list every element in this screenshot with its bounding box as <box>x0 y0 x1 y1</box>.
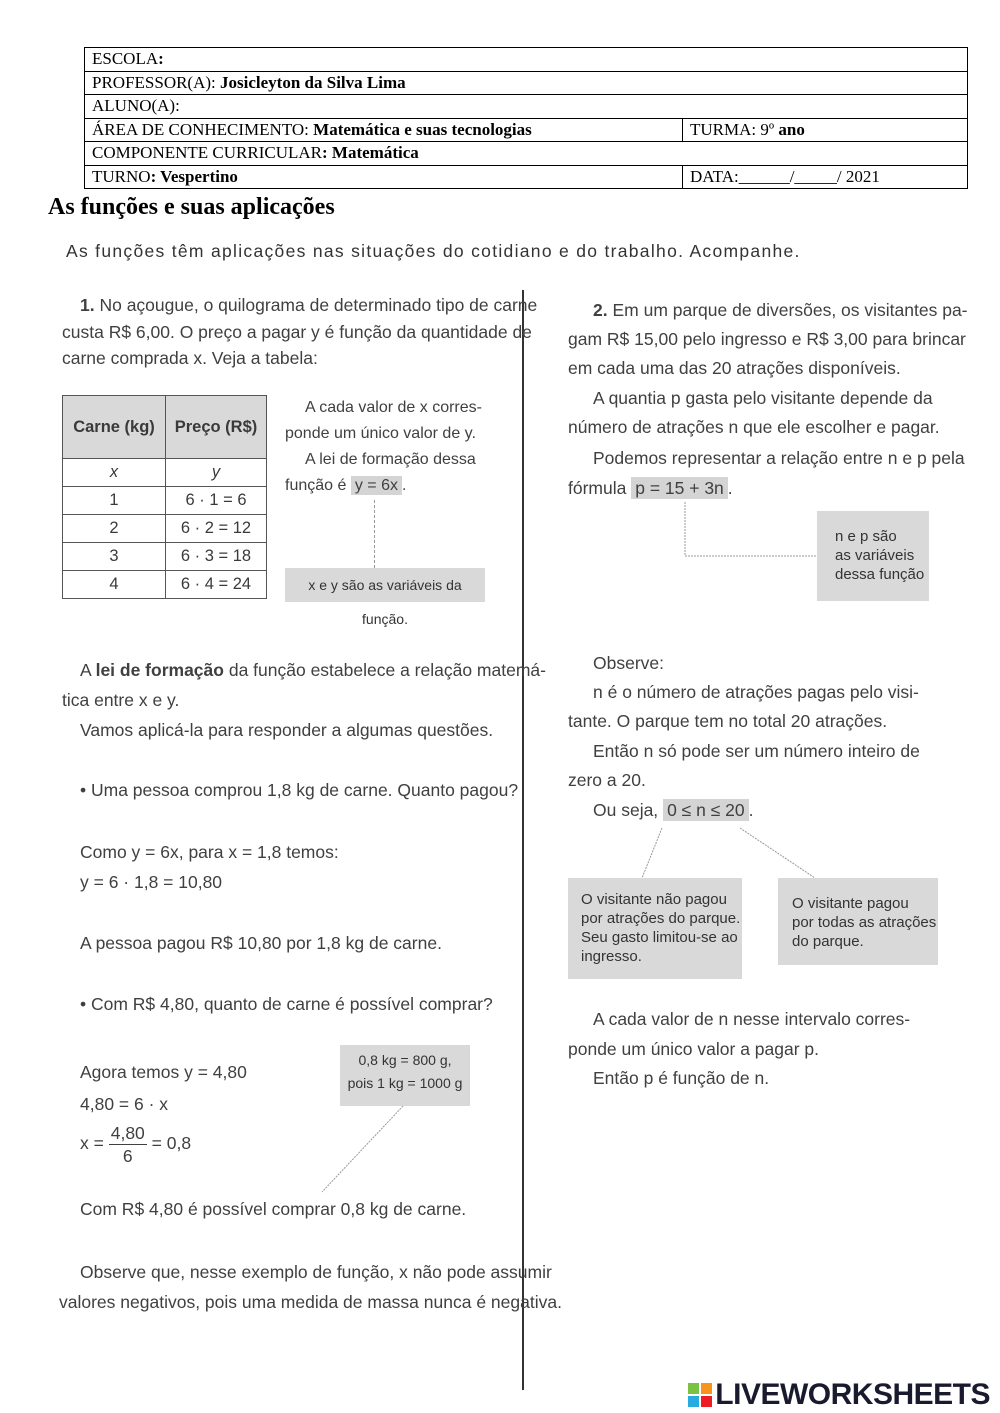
table-cell: 6 · 3 = 18 <box>166 543 267 571</box>
page-title: As funções e suas aplicações <box>48 194 335 220</box>
problem2-number: 2. <box>593 300 608 320</box>
table-cell: 2 <box>63 515 166 543</box>
question2-answer: Com R$ 4,80 é possível comprar 0,8 kg de carne. <box>80 1199 467 1219</box>
problem2-line1-text: Em um parque de diversões, os visitantes pa- <box>607 300 968 320</box>
observe-title: Observe: <box>593 653 664 673</box>
observe-line2: valores negativos, pois uma medida de massa nunca é negativa. <box>59 1292 562 1312</box>
box-left-line4: ingresso. <box>581 948 642 965</box>
side-line2: ponde um único valor de y. <box>285 425 476 442</box>
problem2-dot: . <box>727 478 733 498</box>
observe-r-line5-text: Ou seja, <box>593 800 659 820</box>
question1-step1: Como y = 6x, para x = 1,8 temos: <box>80 842 339 862</box>
escola-colon: : <box>158 49 164 69</box>
box-kg-line2: pois 1 kg = 1000 g <box>347 1075 463 1091</box>
observe-line1: Observe que, nesse exemplo de função, x não pode assumir <box>80 1262 552 1282</box>
side-line3: A lei de formação dessa <box>305 451 476 468</box>
problem2-line7 <box>568 474 733 503</box>
problem1-number: 1. <box>80 295 95 315</box>
box-kg-conversion <box>340 1045 470 1106</box>
area-label: ÁREA DE CONHECIMENTO: <box>92 119 314 139</box>
box-variaveis-xy: x e y são as variáveis da função. <box>285 568 485 602</box>
box-np-line2: as variáveis <box>835 547 915 564</box>
table-cell: 3 <box>63 543 166 571</box>
table-row <box>63 543 267 571</box>
lei-pre: A <box>80 660 96 680</box>
question2-step1: Agora temos y = 4,80 <box>80 1062 247 1082</box>
liveworksheets-logo[interactable] <box>688 1378 990 1412</box>
table-header-carne: Carne (kg) <box>63 396 166 459</box>
problem1-line2: custa R$ 6,00. O preço a pagar y é função da quantidade de <box>62 322 532 342</box>
lei-line1 <box>80 656 546 685</box>
box-variaveis-np <box>817 511 929 601</box>
row-area <box>85 118 968 142</box>
turma-label: TURMA: 9º <box>690 119 779 139</box>
formula-interval: 0 ≤ n ≤ 20 <box>663 799 749 821</box>
lei-line3: Vamos aplicá-la para responder a algumas questões. <box>80 720 494 740</box>
column-divider <box>522 290 524 1390</box>
lei-line2: tica entre x e y. <box>62 690 180 710</box>
question1-step2: y = 6 · 1,8 = 10,80 <box>80 872 223 892</box>
carne-table <box>62 395 267 599</box>
box-nao-pagou <box>568 878 742 979</box>
box-right-line2: por todas as atrações <box>792 914 937 931</box>
leader-lines-interval <box>620 826 820 882</box>
observe-r-line1: n é o número de atrações pagas pelo visi- <box>593 682 919 702</box>
box-left-line1: O visitante não pagou <box>581 891 727 908</box>
final-line3: Então p é função de n. <box>593 1068 770 1088</box>
table-header-row <box>63 396 267 459</box>
table-cell: 6 · 1 = 6 <box>166 487 267 515</box>
observe-r-line4: zero a 20. <box>568 770 646 790</box>
question2: • Com R$ 4,80, quanto de carne é possível comprar? <box>80 994 493 1014</box>
problem2-line4: A quantia p gasta pelo visitante depende da <box>593 388 933 408</box>
table-header-preco: Preço (R$) <box>166 396 267 459</box>
problem2-line3: em cada uma das 20 atrações disponíveis. <box>568 358 901 378</box>
data-field: DATA:______/_____/ 2021 <box>683 165 968 189</box>
problem2-line6: Podemos representar a relação entre n e p pela <box>593 448 965 468</box>
turma-value: ano <box>778 119 805 139</box>
observe-r-line5 <box>593 796 754 825</box>
box-np-line3: dessa função <box>835 566 925 583</box>
observe-r-line2: tante. O parque tem no total 20 atrações. <box>568 711 888 731</box>
problem2-line2: gam R$ 15,00 pelo ingresso e R$ 3,00 para brincar <box>568 329 966 349</box>
box-left-line2: por atrações do parque. <box>581 910 741 927</box>
componente-label: COMPONENTE CURRICULAR <box>92 143 322 163</box>
side-dot: . <box>401 477 407 494</box>
lei-post: da função estabelece a relação matemá- <box>223 660 546 680</box>
table-row <box>63 515 267 543</box>
box-left-line3: Seu gasto limitou-se ao <box>581 929 738 946</box>
escola-label: ESCOLA <box>92 49 159 69</box>
final-line2: ponde um único valor a pagar p. <box>568 1039 819 1059</box>
problem2-line1 <box>593 296 968 325</box>
row-aluno <box>85 95 968 119</box>
turno-value: : Vespertino <box>150 166 238 186</box>
table-cell: 6 · 4 = 24 <box>166 571 267 599</box>
header-table <box>84 47 968 189</box>
question1: • Uma pessoa comprou 1,8 kg de carne. Quanto pagou? <box>80 780 519 800</box>
problem1-line1-text: No açougue, o quilograma de determinado tipo de carne <box>94 295 538 315</box>
observe-r-line3: Então n só pode ser um número inteiro de <box>593 741 920 761</box>
observe-r-dot: . <box>748 800 754 820</box>
problem1-line3: carne comprada x. Veja a tabela: <box>62 348 318 368</box>
row-escola <box>85 48 968 72</box>
question2-fraction-line <box>80 1122 191 1167</box>
fraction-denominator: 6 <box>122 1146 133 1166</box>
formula-p-15-3n: p = 15 + 3n <box>631 477 728 499</box>
leader-line-np <box>680 500 820 560</box>
liveworksheets-icon <box>688 1383 712 1407</box>
row-turno <box>85 165 968 189</box>
problem1-line1 <box>80 291 537 320</box>
table-row <box>63 487 267 515</box>
table-cell: 1 <box>63 487 166 515</box>
box-kg-line1: 0,8 kg = 800 g, <box>358 1052 452 1068</box>
fraction <box>109 1122 147 1167</box>
aluno-label: ALUNO(A): <box>85 95 968 119</box>
row-componente <box>85 142 968 166</box>
professor-name: Josicleyton da Silva Lima <box>220 72 406 92</box>
table-cell: 6 · 2 = 12 <box>166 515 267 543</box>
problem2-line7-text: fórmula <box>568 478 627 498</box>
side-line4-text: função é <box>285 477 347 494</box>
box-np-line1: n e p são <box>835 528 897 545</box>
side-line4 <box>285 473 406 499</box>
box-right-line1: O visitante pagou <box>792 895 909 912</box>
logo-text: LIVEWORKSHEETS <box>715 1378 990 1411</box>
intro-text: As funções têm aplicações nas situações do cotidiano e do trabalho. Acompanhe. <box>66 241 801 261</box>
leader-line <box>374 500 375 568</box>
formula-y6x: y = 6x <box>351 476 402 495</box>
componente-value: : Matemática <box>322 143 419 163</box>
table-var-y: y <box>166 459 267 487</box>
table-cell: 4 <box>63 571 166 599</box>
turno-label: TURNO <box>92 166 151 186</box>
table-var-x: x <box>63 459 166 487</box>
box-right-line3: do parque. <box>792 933 864 950</box>
question2-step2: 4,80 = 6 · x <box>80 1094 169 1114</box>
table-vars-row <box>63 459 267 487</box>
question1-answer: A pessoa pagou R$ 10,80 por 1,8 kg de carne. <box>80 933 442 953</box>
leader-line-kg <box>318 1104 408 1196</box>
table-row <box>63 571 267 599</box>
fraction-numerator: 4,80 <box>110 1123 145 1143</box>
side-line1: A cada valor de x corres- <box>305 399 482 416</box>
professor-label: PROFESSOR(A): <box>92 72 221 92</box>
fraction-pre: x = <box>80 1133 104 1154</box>
box-pagou-todas <box>778 878 938 965</box>
problem2-line5: número de atrações n que ele escolher e pagar. <box>568 417 940 437</box>
row-professor <box>85 71 968 95</box>
area-value: Matemática e suas tecnologias <box>313 119 532 139</box>
lei-bold: lei de formação <box>95 660 224 680</box>
fraction-post: = 0,8 <box>151 1133 192 1154</box>
final-line1: A cada valor de n nesse intervalo corres- <box>593 1009 911 1029</box>
